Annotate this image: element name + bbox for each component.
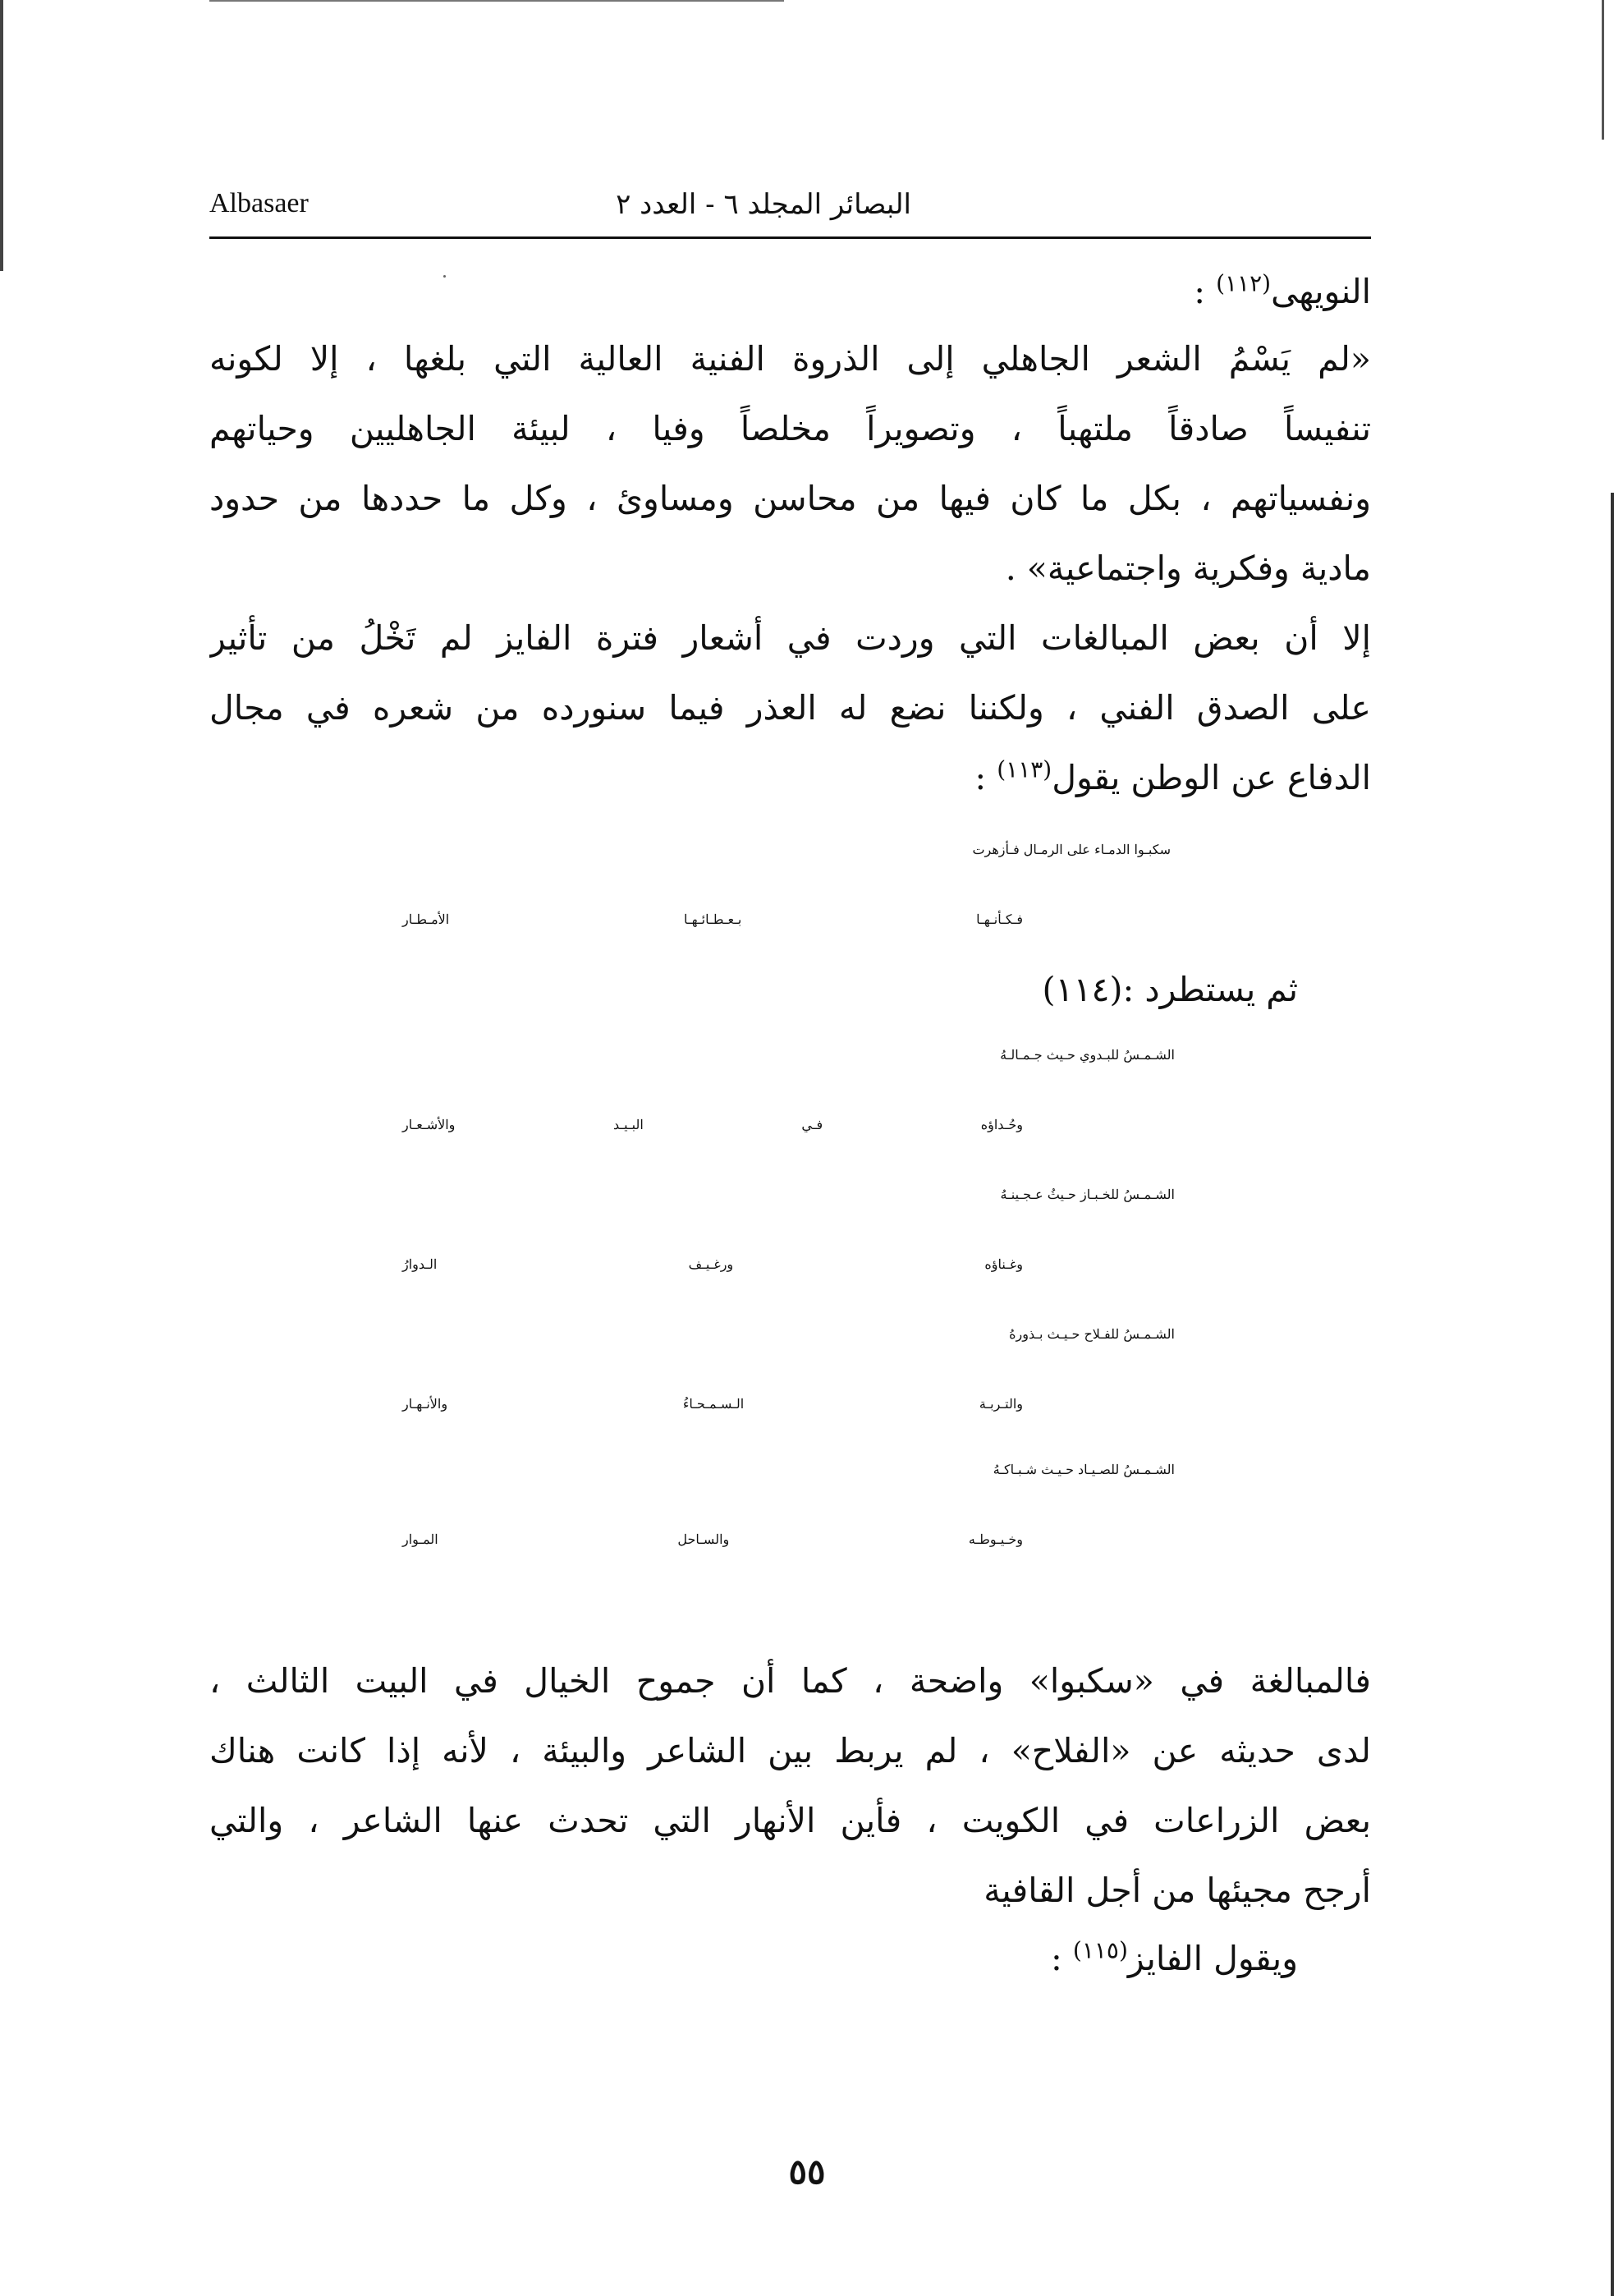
text-line-3: تنفيساً صادقاً ملتهباً ، وتصويراً مخلصاً وفيا ، لبيئة الجاهليين وحياتهم xyxy=(209,409,1371,448)
paragraph-2 xyxy=(209,1646,1371,1926)
text-p2-line-1: فالمبالغة في «سكبوا» واضحة ، كما أن جموح الخيال في البيت الثالث ، xyxy=(209,1661,1371,1701)
text-p2-line-4: أرجح مجيئها من أجل القافية xyxy=(984,1871,1371,1910)
text-line-2: «لم يَسْمُ الشعر الجاهلي إلى الذروة الفنية العالية التي بلغها ، إلا لكونه xyxy=(209,339,1371,379)
footnote-ref-115: (١١٥) xyxy=(1072,1936,1128,1964)
text-line-6: إلا أن بعض المبالغات التي وردت في أشعار فترة الفايز لم تَخْلُ من تأثير xyxy=(209,618,1371,658)
header-rule xyxy=(209,236,1371,239)
verse-2b: وحُـداؤه فـي البـيـد والأشـعـار xyxy=(402,1117,1023,1132)
text-line-8 xyxy=(209,743,1371,813)
scan-edge-right xyxy=(1611,493,1614,2296)
verse-2a: الشـمـسُ للبـدوي حـيث جـمـالـهُ xyxy=(1000,1047,1175,1063)
text-p2-line-5-wrap xyxy=(1051,1926,1298,1991)
footnote-ref-112: (١١٢) xyxy=(1216,269,1272,297)
verse-5a: الشـمـسُ للصـيـاد حـيـث شـبـاكـهُ xyxy=(993,1462,1175,1477)
header-latin-title: Albasaer xyxy=(209,188,309,218)
text-l8: الدفاع عن الوطن يقول xyxy=(1052,758,1371,797)
scan-edge-left xyxy=(0,0,3,271)
text-line-4: ونفسياتهم ، بكل ما كان فيها من محاسن ومساوئ ، وكل ما حددها من حدود xyxy=(209,479,1371,518)
verse-1b: فـكـأنـهـا بـعـطـائـهـا الأمـطـار xyxy=(402,912,1023,927)
verse-5b: وخـيـوطـه والسـاحل المـوار xyxy=(402,1531,1023,1547)
paragraph-1 xyxy=(209,259,1371,813)
text-line-5: مادية وفكرية واجتماعية» . xyxy=(1005,549,1371,588)
text-p2-line-3: بعض الزراعات في الكويت ، فأين الأنهار التي تحدث عنها الشاعر ، والتي xyxy=(209,1801,1371,1840)
page-number: ٥٥ xyxy=(788,2151,826,2192)
text-line-7: على الصدق الفني ، ولكننا نضع له العذر فيما سنورده من شعره في مجال xyxy=(209,688,1371,728)
running-header xyxy=(209,185,1371,234)
text-l1-end: : xyxy=(1194,272,1206,311)
verse-4a: الشـمـسُ للفـلاح حـيـث بـذورهُ xyxy=(1009,1326,1175,1342)
header-arabic-title: البصائر المجلد ٦ - العدد ٢ xyxy=(616,188,911,221)
verse-3a: الشـمـسُ للخـبـاز حـيثُ عـجـينـهُ xyxy=(1000,1187,1175,1202)
text-l1: النويهى xyxy=(1271,272,1371,311)
scan-edge-right-top xyxy=(1602,0,1604,140)
verse-1a: سكبـوا الدمـاء على الرمـال فـأزهرت xyxy=(972,842,1171,857)
footnote-ref-113: (١١٣) xyxy=(997,755,1052,783)
text-l8-end: : xyxy=(974,758,987,797)
text-p2-line-2: لدى حديثه عن «الفلاح» ، لم يربط بين الشاعر والبيئة ، لأنه إذا كانت هناك xyxy=(209,1731,1371,1770)
scan-edge-top xyxy=(209,0,784,2)
text-intro-2: ثم يستطرد :(١١٤) xyxy=(1042,970,1298,1009)
verse-3b: وغـناؤه ورغـيـف الـدوارُ xyxy=(402,1256,1023,1272)
text-p2-l5: ويقول الفايز xyxy=(1127,1939,1298,1978)
verse-4b: والتـربـة الـسـمـحـاءُ والأنـهـار xyxy=(402,1396,1023,1412)
text-p2-line-5 xyxy=(1051,1926,1298,1991)
text-line-1 xyxy=(209,259,1371,324)
text-p2-l5-end: : xyxy=(1051,1939,1062,1978)
